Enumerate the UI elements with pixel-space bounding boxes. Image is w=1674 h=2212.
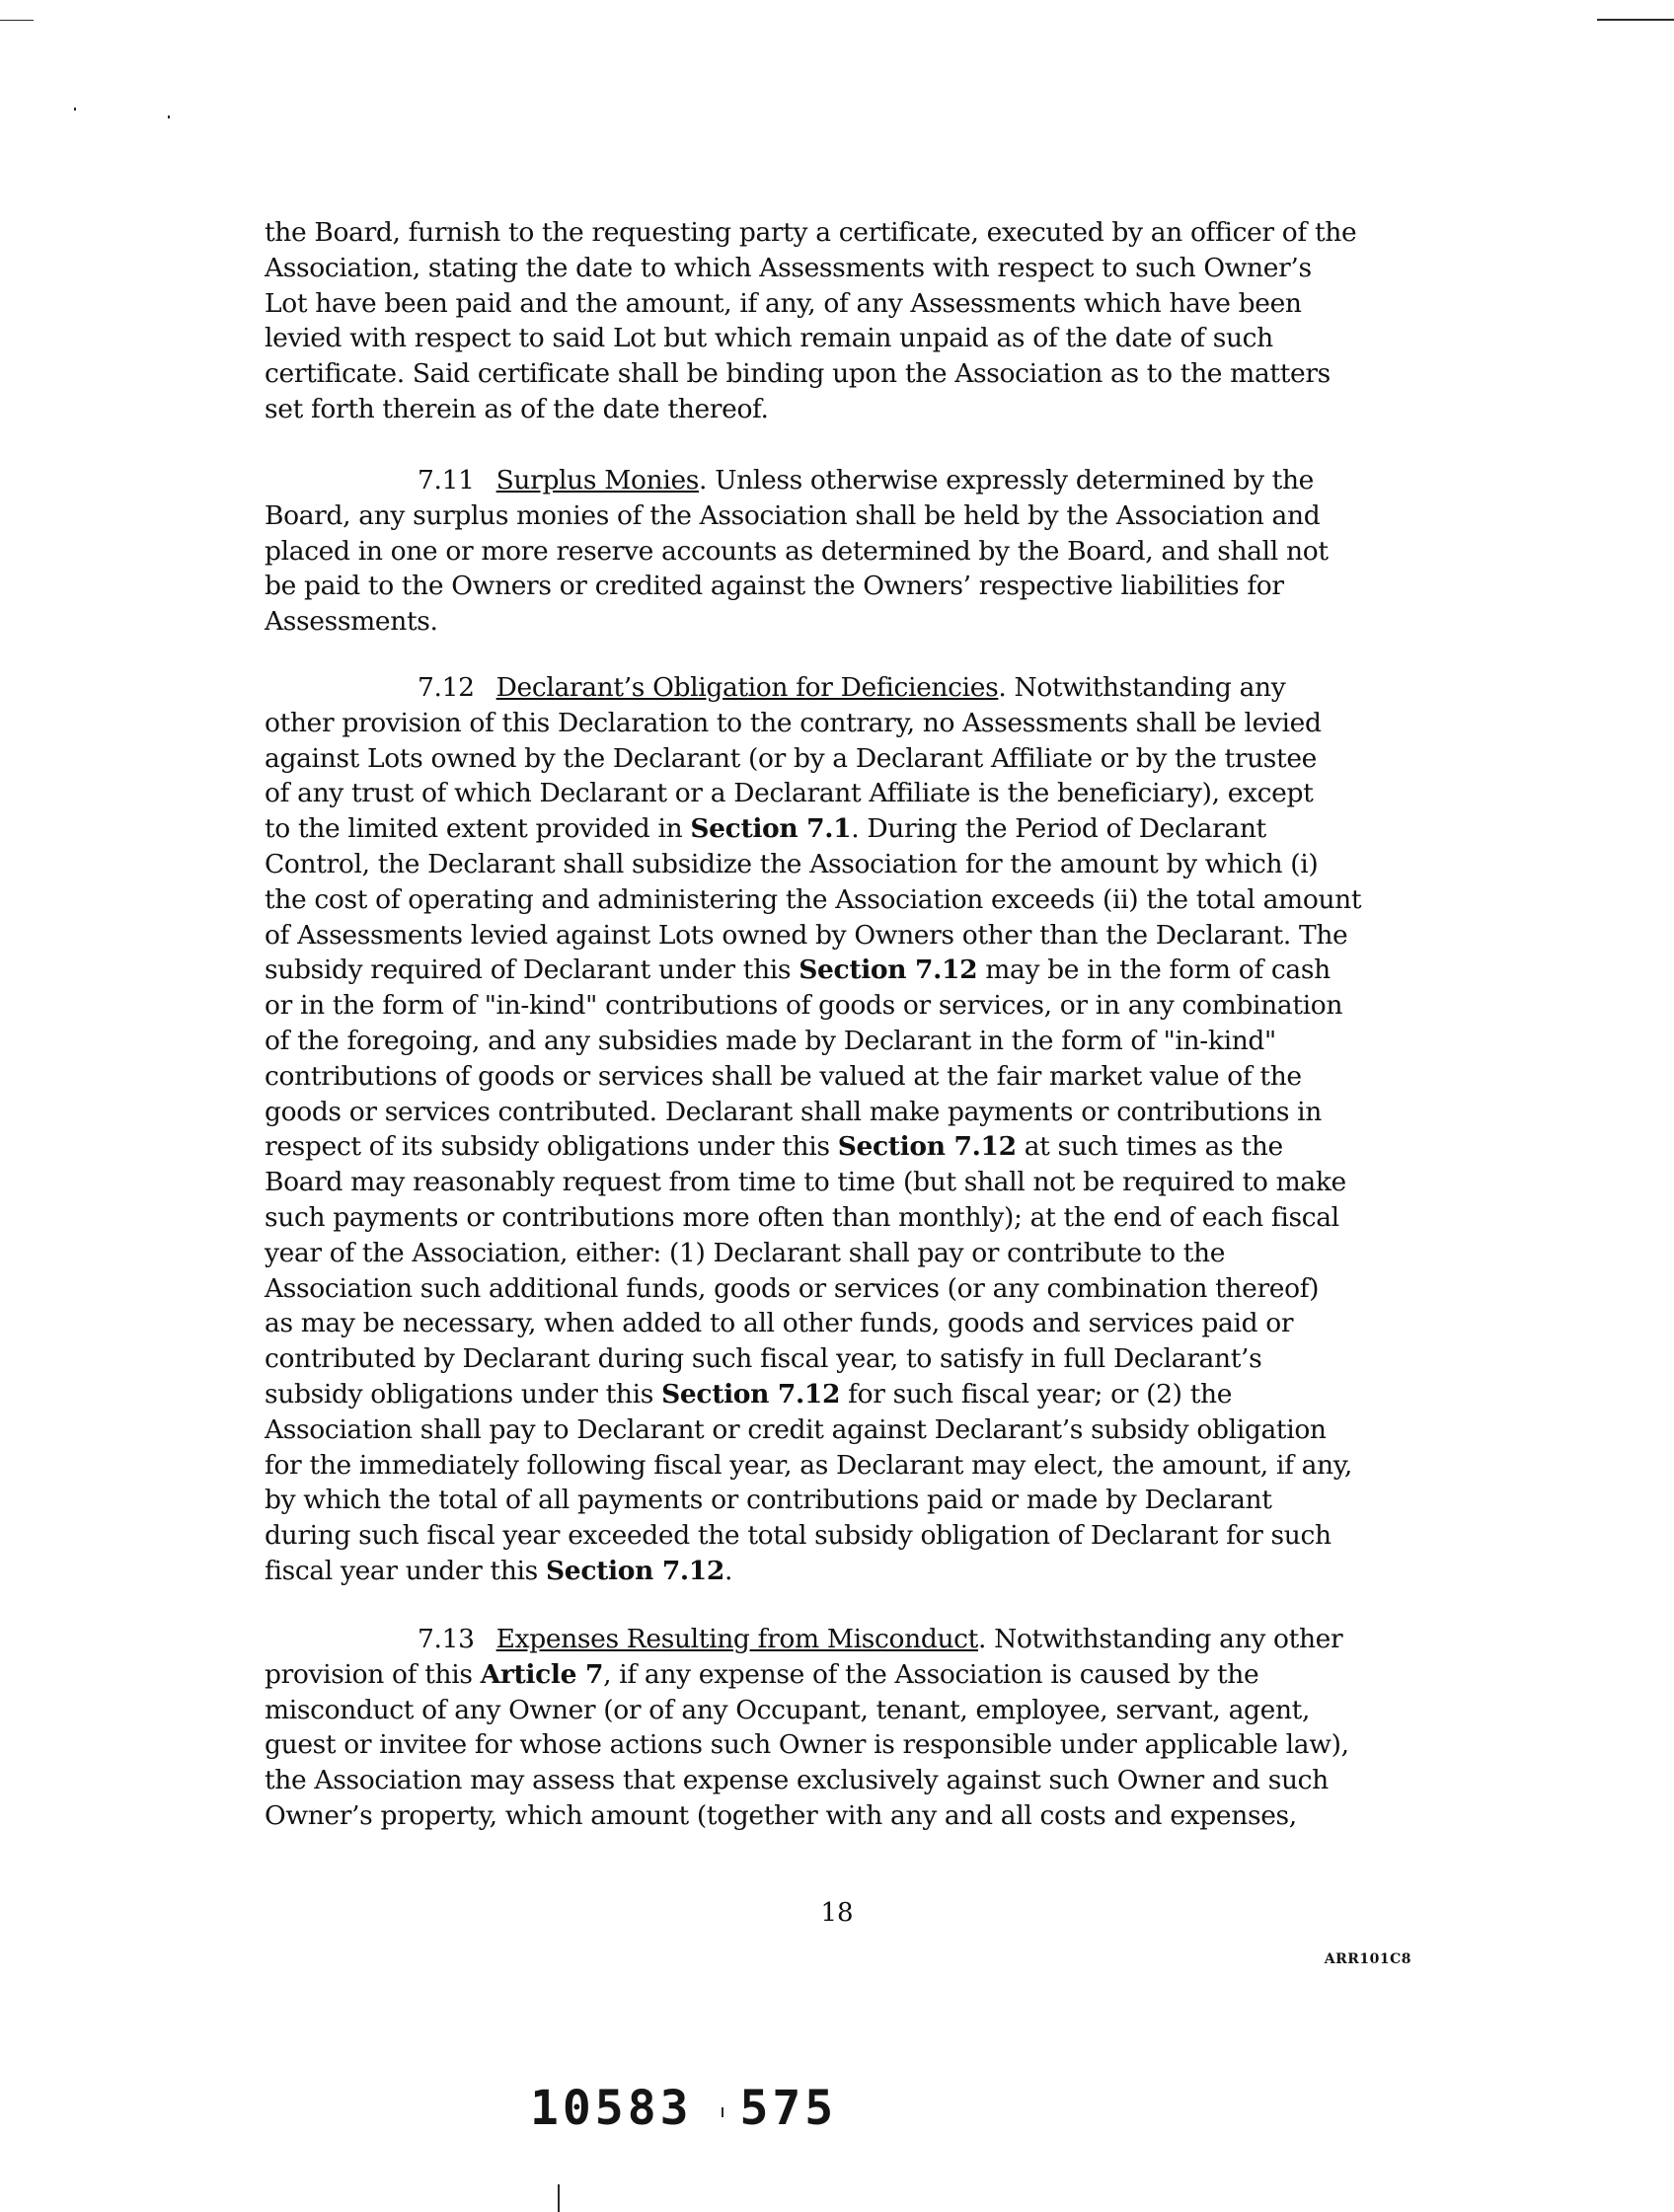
- text-fragment: subsidy obligations under this: [265, 1378, 662, 1410]
- section-7-12: [265, 670, 1400, 1589]
- text-line: against Lots owned by the Declarant (or by a Declarant Affiliate or by the trustee: [265, 742, 1318, 774]
- text-line: placed in one or more reserve accounts as determined by the Board, and shall not: [265, 535, 1329, 567]
- text-line: Association shall pay to Declarant or credit against Declarant’s subsidy obligation: [265, 1413, 1327, 1445]
- text-line: Board, any surplus monies of the Association shall be held by the Association and: [265, 499, 1321, 531]
- recording-stamp: [530, 2081, 837, 2136]
- text-fragment: . Notwithstanding any other: [977, 1624, 1343, 1654]
- text-line: other provision of this Declaration to the contrary, no Assessments shall be levied: [265, 707, 1322, 738]
- section-reference: Section 7.1: [690, 813, 852, 845]
- text-line: [265, 953, 1400, 988]
- text-line: Assessments.: [265, 606, 438, 638]
- text-fragment: . Notwithstanding any: [998, 672, 1286, 703]
- text-line: [265, 1377, 1400, 1412]
- text-line: the Association may assess that expense exclusively against such Owner and such: [265, 1765, 1329, 1796]
- text-line: [265, 1554, 1400, 1589]
- recording-book-number: 10583: [530, 2081, 693, 2136]
- text-line: contributed by Declarant during such fiscal year, to satisfy in full Declarant’s: [265, 1343, 1262, 1375]
- section-7-13: [265, 1622, 1400, 1834]
- text-line: during such fiscal year exceeded the total subsidy obligation of Declarant for such: [265, 1520, 1332, 1552]
- section-reference: Section 7.12: [661, 1378, 841, 1410]
- document-code: ARR101C8: [1324, 1951, 1411, 1967]
- text-line: of any trust of which Declarant or a Declarant Affiliate is the beneficiary), except: [265, 778, 1314, 809]
- stamp-tick: [722, 2107, 723, 2117]
- text-fragment: fiscal year under this: [265, 1555, 547, 1586]
- text-fragment: may be in the form of cash: [977, 954, 1331, 986]
- text-line: contributions of goods or services shall be valued at the fair market value of the: [265, 1060, 1302, 1092]
- section-number: 7.13: [418, 1624, 475, 1654]
- section-reference: Section 7.12: [799, 954, 978, 986]
- text-fragment: , if any expense of the Association is caused by the: [603, 1658, 1259, 1690]
- section-first-line: [265, 463, 1400, 498]
- scan-mark-top-left: [0, 20, 34, 21]
- text-line: by which the total of all payments or contributions paid or made by Declarant: [265, 1485, 1272, 1516]
- text-fragment: . Unless otherwise expressly determined by the: [699, 465, 1315, 496]
- text-fragment: .: [723, 1555, 733, 1586]
- text-line: guest or invitee for whose actions such Owner is responsible under applicable law),: [265, 1729, 1349, 1761]
- text-line: such payments or contributions more often than monthly); at the end of each fiscal: [265, 1201, 1339, 1233]
- text-fragment: respect of its subsidy obligations under this: [265, 1131, 838, 1163]
- text-line: [265, 1657, 1400, 1693]
- text-line: Association, stating the date to which Assessments with respect to such Owner’s: [265, 252, 1312, 283]
- section-reference: Section 7.12: [546, 1555, 724, 1586]
- text-line: misconduct of any Owner (or of any Occupant, tenant, employee, servant, agent,: [265, 1694, 1311, 1725]
- section-heading: Declarant’s Obligation for Deficiencies: [495, 672, 999, 703]
- section-heading: Expenses Resulting from Misconduct: [495, 1624, 978, 1654]
- text-line: the Board, furnish to the requesting party a certificate, executed by an officer of the: [265, 217, 1357, 248]
- scan-speck: [168, 115, 170, 118]
- section-7-11: [265, 463, 1400, 640]
- text-line: levied with respect to said Lot but which remain unpaid as of the date of such: [265, 323, 1273, 354]
- text-fragment: subsidy required of Declarant under this: [265, 954, 799, 986]
- text-line: of the foregoing, and any subsidies made by Declarant in the form of "in-kind": [265, 1025, 1276, 1056]
- text-line: set forth therein as of the date thereof.: [265, 393, 769, 424]
- article-reference: Article 7: [480, 1658, 604, 1690]
- text-line: certificate. Said certificate shall be binding upon the Association as to the matters: [265, 358, 1331, 390]
- text-line: of Assessments levied against Lots owned by Owners other than the Declarant. The: [265, 919, 1348, 951]
- section-first-line: [265, 670, 1400, 706]
- text-line: the cost of operating and administering the Association exceeds (ii) the total amount: [265, 883, 1362, 915]
- text-line: year of the Association, either: (1) Declarant shall pay or contribute to the: [265, 1237, 1226, 1268]
- scan-mark-bottom: [558, 2184, 560, 2212]
- page-number: 18: [820, 1898, 854, 1928]
- text-fragment: provision of this: [265, 1658, 481, 1690]
- text-line: Association such additional funds, goods or services (or any combination thereof): [265, 1272, 1320, 1304]
- scan-speck: [74, 108, 76, 111]
- text-line: or in the form of "in-kind" contributions of goods or services, or in any combination: [265, 990, 1343, 1022]
- text-line: Lot have been paid and the amount, if any, of any Assessments which have been: [265, 287, 1302, 319]
- text-line: Board may reasonably request from time to time (but shall not be required to make: [265, 1167, 1346, 1198]
- text-line: [265, 1129, 1400, 1165]
- text-line: goods or services contributed. Declarant shall make payments or contributions in: [265, 1096, 1322, 1127]
- text-line: as may be necessary, when added to all other funds, goods and services paid or: [265, 1308, 1294, 1339]
- text-line: Owner’s property, which amount (together with any and all costs and expenses,: [265, 1799, 1297, 1831]
- recording-page-number: 575: [739, 2081, 838, 2136]
- text-fragment: at such times as the: [1016, 1131, 1283, 1163]
- text-fragment: . During the Period of Declarant: [851, 813, 1266, 845]
- text-line: be paid to the Owners or credited against the Owners’ respective liabilities for: [265, 571, 1284, 602]
- text-line: for the immediately following fiscal year, as Declarant may elect, the amount, if any,: [265, 1449, 1352, 1481]
- text-line: Control, the Declarant shall subsidize the Association for the amount by which (i): [265, 848, 1319, 879]
- paragraph-continuation: [265, 215, 1400, 427]
- section-number: 7.11: [418, 465, 475, 496]
- scan-mark-top-right: [1597, 19, 1674, 21]
- section-heading: Surplus Monies: [495, 465, 700, 496]
- text-fragment: to the limited extent provided in: [265, 813, 691, 845]
- section-first-line: [265, 1622, 1400, 1657]
- text-line: [265, 811, 1400, 847]
- section-number: 7.12: [418, 672, 475, 703]
- text-fragment: for such fiscal year; or (2) the: [840, 1378, 1233, 1410]
- section-reference: Section 7.12: [837, 1131, 1017, 1163]
